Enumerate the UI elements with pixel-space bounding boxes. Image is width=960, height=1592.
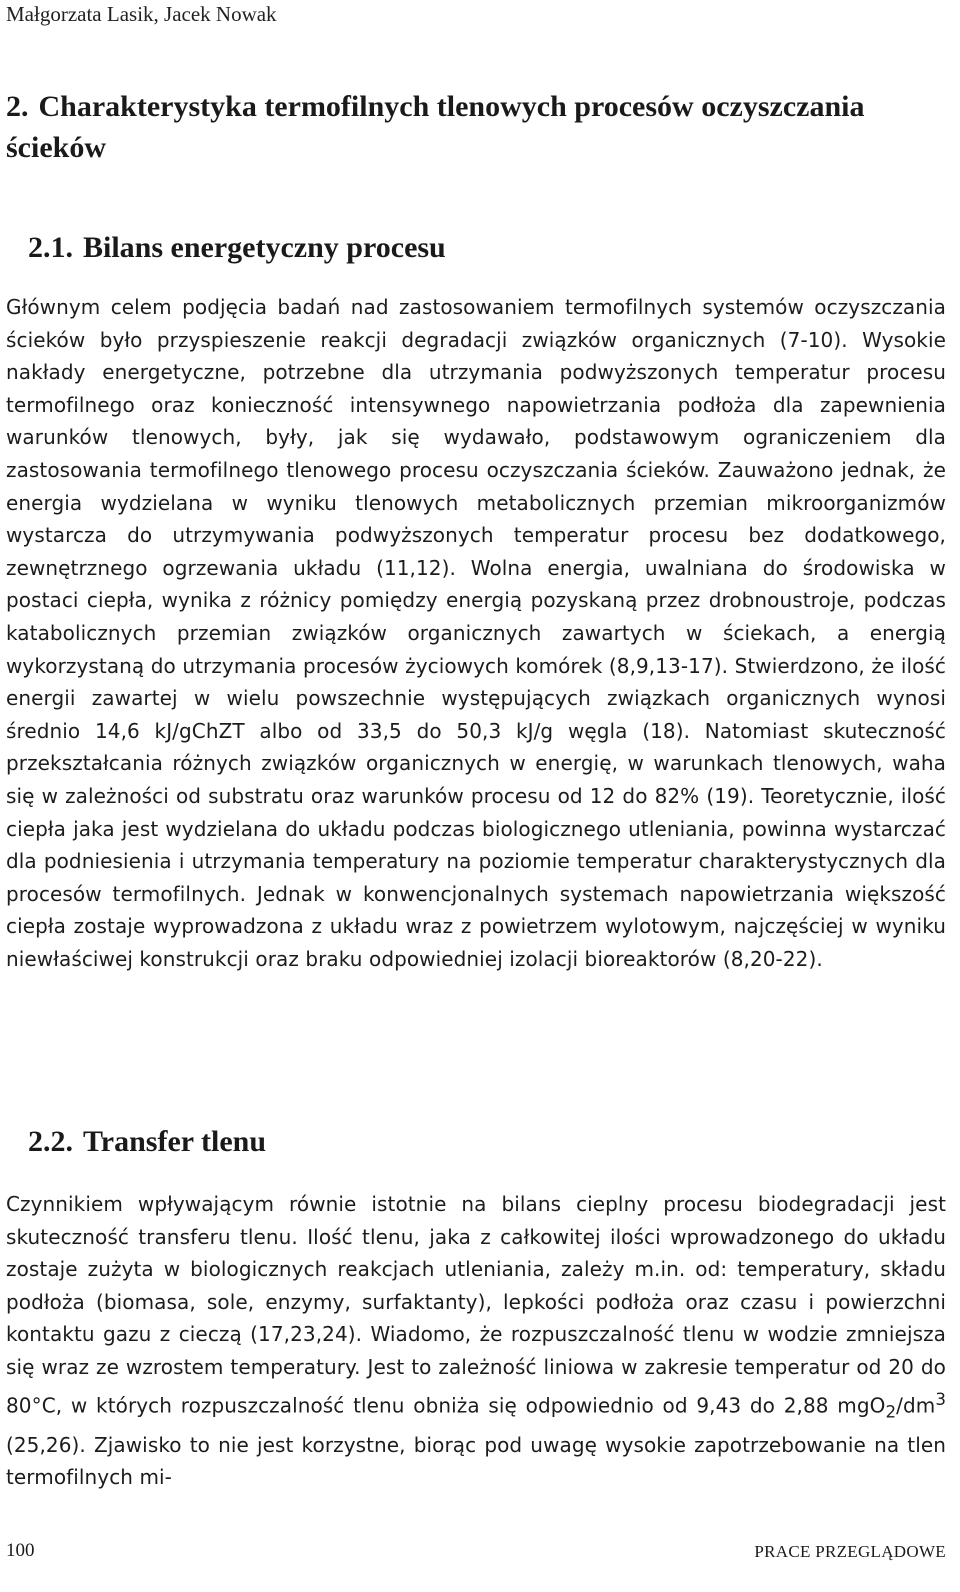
- section-heading-2-2: [28, 1121, 928, 1162]
- page-number: 100: [6, 1540, 35, 1561]
- section-heading-2: [6, 86, 906, 168]
- section-title: Bilans energetyczny procesu: [83, 231, 446, 264]
- body-paragraph-oxygen-transfer: [6, 1188, 946, 1494]
- paragraph-text: Głównym celem podjęcia badań nad zastosowaniem termofilnych systemów oczyszczania ścieków było przyspieszenie reakcji degradacji związków organicznych (7-10). Wysokie nakłady energetyczne, potrzebne dla utrzymania podwyższonych temperatur procesu termofilnego oraz konieczność intensywnego napowietrzania podłoża dla zapewnienia warunków tlenowych, były, jak się wydawało, podstawowym ograniczeniem dla zastosowania termofilnego tlenowego procesu oczyszczania ścieków. Zauważono jednak, że energia wydzielana w wyniku tlenowych metabolicznych przemian mikroorganizmów wystarcza do utrzymywania podwyższonych temperatur procesu bez dodatkowego, zewnętrznego ogrzewania układu (11,12). Wolna energia, uwalniana do środowiska w postaci ciepła, wynika z różnicy pomiędzy energią pozyskaną przez drobnoustroje, podczas katabolicznych przemian związków organicznych zawartych w ściekach, a energią wykorzystaną do utrzymania procesów życiowych komórek (8,9,13-17). Stwierdzono, że ilość energii zawartej w wielu powszechnie występujących związkach organicznych wynosi średnio 14,6 kJ/gChZT albo od 33,5 do 50,3 kJ/g węgla (18). Natomiast skuteczność przekształcania różnych związków organicznych w energię, w warunkach tlenowych, waha się w zależności od substratu oraz warunków procesu od 12 do 82% (19). Teoretycznie, ilość ciepła jaka jest wydzielana do układu podczas biologicznego utleniania, powinna wystarczać dla podniesienia i utrzymania temperatury na poziomie temperatur charakterystycznych dla procesów termofilnych. Jednak w konwencjonalnych systemach napowietrzania większość ciepła zostaje wyprowadzona z układu wraz z powietrzem wylotowym, najczęściej w wyniku niewłaściwej konstrukcji oraz braku odpowiedniej izolacji bioreaktorów (8,20-22).: [6, 295, 946, 971]
- journal-section-label: PRACE PRZEGLĄDOWE: [754, 1542, 946, 1561]
- body-paragraph-energy-balance: [6, 291, 946, 975]
- paragraph-text: [6, 1188, 946, 1494]
- paragraph-text-part: Czynnikiem wpływającym równie istotnie na bilans cieplny procesu biodegradacji jest skuteczność transferu tlenu. Ilość tlenu, jaka z całkowitej ilości wprowadzonego do układu zostaje zużyta w biologicznych reakcjach utleniania, zależy m.in. od: temperatury, składu podłoża (biomasa, sole, enzymy, surfaktanty), lepkości podłoża oraz czasu i powierzchni kontaktu gazu z cieczą (17,23,24). Wiadomo, że rozpuszczalność tlenu w wodzie zmniejsza się wraz ze wzrostem temperatury. Jest to zależność liniowa w zakresie temperatur od 20 do 80°C, w których rozpuszczalność tlenu obniża się odpowiednio od 9,43 do 2,88 mgO: [6, 1192, 946, 1418]
- section-number: 2.: [6, 90, 29, 123]
- section-heading-2-1: [28, 227, 928, 268]
- superscript: 3: [935, 1389, 946, 1409]
- section-title: Charakterystyka termofilnych tlenowych procesów oczyszczania ścieków: [6, 90, 865, 164]
- paragraph-text-part: (25,26). Zjawisko to nie jest korzystne, biorąc pod uwagę wysokie zapotrzebowanie na tlen termofilnych mi-: [6, 1432, 946, 1490]
- section-number: 2.1.: [28, 231, 73, 264]
- subscript: 2: [885, 1402, 897, 1422]
- section-number: 2.2.: [28, 1125, 73, 1158]
- running-head-authors: Małgorzata Lasik, Jacek Nowak: [6, 2, 277, 26]
- section-title: Transfer tlenu: [83, 1125, 267, 1158]
- paragraph-text-part: /dm: [896, 1393, 936, 1418]
